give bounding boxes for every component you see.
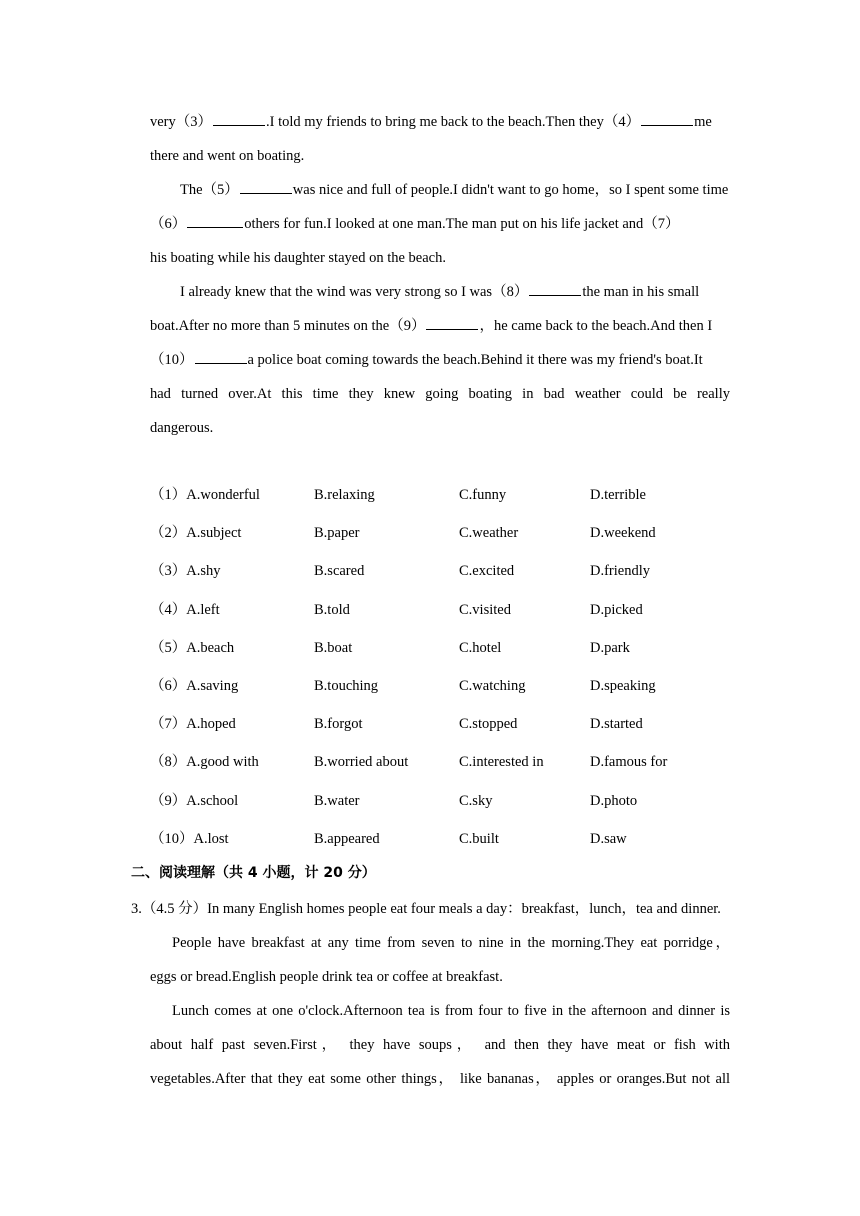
passage-line: Lunch comes at one o'clock.Afternoon tea is from four to five in the afternoon and dinner is — [172, 1003, 730, 1019]
question-3-passage — [150, 926, 730, 1096]
option-c: C.funny — [459, 487, 507, 503]
option-a: （2）A.subject — [150, 525, 242, 542]
option-a: （10）A.lost — [150, 830, 229, 847]
option-row-4 — [150, 595, 750, 633]
passage-line: about half past seven.First， they have soups， and then they have meat or fish with — [150, 1037, 730, 1053]
option-b: B.scared — [314, 563, 365, 580]
passage-line: （10） a police boat coming towards the beach.Behind it there was my friend's boat.It — [150, 343, 730, 377]
answer-blank-6 — [187, 213, 243, 228]
option-d: D.speaking — [590, 677, 656, 694]
option-c: C.watching — [459, 677, 526, 694]
answer-blank-10 — [195, 349, 247, 364]
option-row-6 — [150, 671, 750, 709]
option-row-8 — [150, 747, 750, 785]
option-c: C.built — [459, 830, 499, 847]
option-row-3 — [150, 556, 750, 594]
option-d: D.saw — [590, 830, 627, 847]
passage-line: The（5） was nice and full of people.I didn't want to go home，so I spent some time — [150, 173, 730, 207]
passage-paragraph-2 — [150, 173, 730, 275]
question-3-line: 3.（4.5 分）In many English homes people eat four meals a day：breakfast，lunch，tea and dinner. — [131, 901, 721, 917]
passage-line: had turned over.At this time they knew going boating in bad weather could be really — [150, 386, 730, 402]
passage-line: dangerous. — [150, 420, 214, 436]
section-heading: 二、阅读理解（共 4 小题，计 20 分） — [131, 865, 376, 881]
option-c: C.interested in — [459, 754, 544, 771]
answer-blank-4 — [641, 111, 693, 126]
option-d: D.started — [590, 716, 643, 733]
answer-blank-8 — [529, 281, 581, 296]
option-c: C.hotel — [459, 639, 502, 656]
option-a: （7）A.hoped — [150, 716, 236, 733]
option-c: C.stopped — [459, 716, 518, 733]
option-a: （4）A.left — [150, 601, 220, 618]
passage-paragraph-3 — [150, 275, 730, 445]
option-row-7 — [150, 709, 750, 747]
option-c: C.visited — [459, 601, 511, 618]
answer-blank-5 — [240, 179, 292, 194]
option-b: B.touching — [314, 677, 379, 694]
option-d: D.picked — [590, 601, 643, 618]
option-c: C.sky — [459, 792, 493, 809]
option-b: B.forgot — [314, 716, 363, 733]
option-a: （8）A.good with — [150, 754, 259, 771]
passage-line: very（3） .I told my friends to bring me back to the beach.Then they（4） me — [150, 105, 730, 139]
option-d: D.park — [590, 639, 630, 656]
option-a: （6）A.saving — [150, 677, 239, 694]
option-b: B.appeared — [314, 830, 380, 847]
option-b: B.told — [314, 601, 350, 618]
option-d: D.famous for — [590, 754, 668, 771]
answer-blank-3 — [213, 111, 265, 126]
option-b: B.water — [314, 792, 360, 809]
option-row-9 — [150, 786, 750, 824]
option-d: D.terrible — [590, 487, 646, 503]
option-row-5 — [150, 633, 750, 671]
option-row-1 — [150, 480, 750, 518]
options-list — [150, 480, 750, 862]
passage-line: there and went on boating. — [150, 148, 305, 164]
option-a: （5）A.beach — [150, 639, 235, 656]
question-3-intro — [131, 892, 731, 926]
passage-line: boat.After no more than 5 minutes on the（9） ，he came back to the beach.And then I — [150, 309, 730, 343]
option-d: D.friendly — [590, 563, 650, 580]
option-d: D.photo — [590, 792, 638, 809]
option-b: B.boat — [314, 639, 353, 656]
passage-line: vegetables.After that they eat some other things， like bananas， apples or oranges.But not all — [150, 1071, 730, 1087]
answer-blank-9 — [426, 315, 478, 330]
option-b: B.relaxing — [314, 487, 375, 503]
passage-line: People have breakfast at any time from seven to nine in the morning.They eat porridge， — [172, 935, 730, 951]
option-c: C.weather — [459, 525, 519, 542]
passage-line: eggs or bread.English people drink tea or coffee at breakfast. — [150, 969, 503, 985]
option-row-2 — [150, 518, 750, 556]
option-c: C.excited — [459, 563, 515, 580]
passage-line: his boating while his daughter stayed on the beach. — [150, 250, 446, 266]
passage-line: （6） others for fun.I looked at one man.The man put on his life jacket and（7） — [150, 207, 730, 241]
option-b: B.worried about — [314, 754, 409, 771]
option-row-10 — [150, 824, 750, 862]
option-d: D.weekend — [590, 525, 656, 542]
option-a: （3）A.shy — [150, 563, 221, 580]
option-a: （9）A.school — [150, 792, 239, 809]
passage-line: I already knew that the wind was very strong so I was（8） the man in his small — [150, 275, 730, 309]
option-a: （1）A.wonderful — [150, 487, 260, 503]
option-b: B.paper — [314, 525, 360, 542]
passage-paragraph-1 — [150, 105, 730, 173]
